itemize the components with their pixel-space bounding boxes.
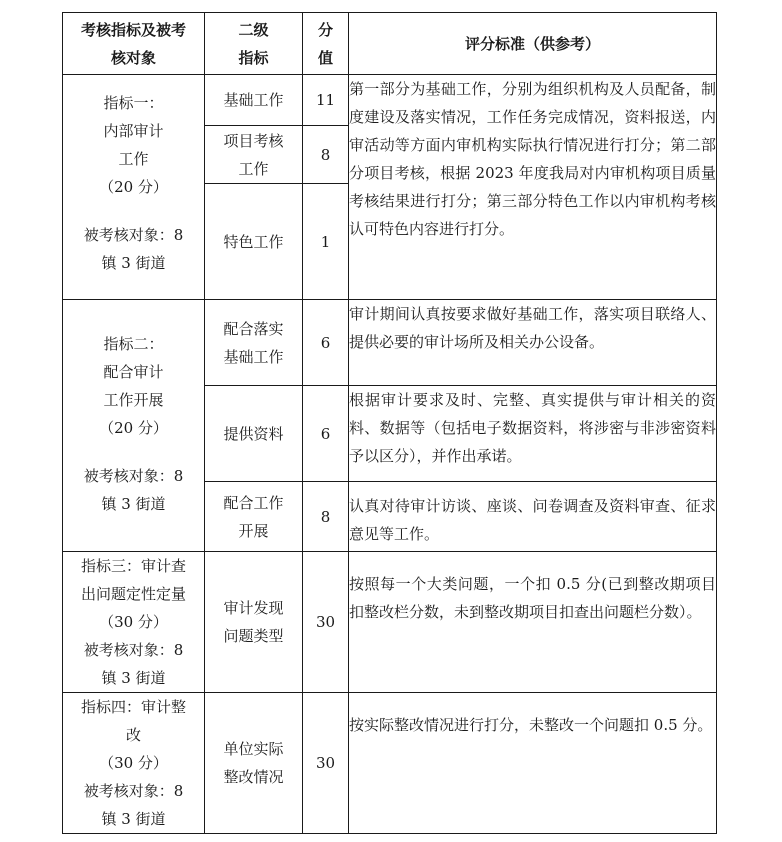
indicator-text: 出问题定性定量 bbox=[80, 585, 186, 603]
indicator-cell-1 bbox=[63, 75, 205, 300]
header-score bbox=[303, 13, 349, 75]
criteria-cell: 根据审计要求及时、完整、真实提供与审计相关的资料、数据等（包括电子数据资料，将涉密与非涉密资料予以区分），并作出承诺。 bbox=[349, 386, 717, 482]
score-cell: 30 bbox=[303, 693, 349, 834]
sub-indicator-text: 开展 bbox=[238, 521, 269, 540]
sub-indicator-cell bbox=[205, 300, 303, 386]
sub-indicator-cell bbox=[205, 693, 303, 834]
header-level2-line2: 指标 bbox=[238, 48, 269, 67]
sub-indicator-cell bbox=[205, 386, 303, 482]
header-criteria-text: 评分标准（供参考） bbox=[464, 34, 600, 53]
sub-indicator-text: 整改情况 bbox=[223, 768, 284, 786]
indicator-text: 指标二： bbox=[103, 335, 164, 353]
sub-indicator-text: 审计发现 bbox=[223, 599, 284, 617]
header-indicator bbox=[63, 13, 205, 75]
target-text: 镇 3 街道 bbox=[101, 495, 166, 513]
criteria-cell: 认真对待审计访谈、座谈、问卷调查及资料审查、征求意见等工作。 bbox=[349, 482, 717, 552]
indicator-text: 工作开展 bbox=[103, 391, 164, 409]
target-text: 被考核对象：8 bbox=[83, 641, 184, 659]
sub-indicator-text: 基础工作 bbox=[223, 347, 284, 366]
criteria-cell: 审计期间认真按要求做好基础工作，落实项目联络人、提供必要的审计场所及相关办公设备。 bbox=[349, 300, 717, 386]
sub-indicator-cell bbox=[205, 75, 303, 126]
header-score-line1: 分 bbox=[317, 20, 333, 39]
score-cell: 8 bbox=[303, 482, 349, 552]
assessment-table bbox=[62, 12, 717, 834]
sub-indicator-cell bbox=[205, 552, 303, 693]
sub-indicator-text: 工作 bbox=[238, 159, 269, 178]
sub-indicator-text: 基础工作 bbox=[223, 91, 284, 109]
target-text: 被考核对象：8 bbox=[83, 782, 184, 800]
sub-indicator-cell bbox=[205, 184, 303, 300]
score-cell: 8 bbox=[303, 126, 349, 184]
target-text: 被考核对象：8 bbox=[83, 226, 184, 244]
table-row bbox=[63, 552, 717, 693]
sub-indicator-text: 特色工作 bbox=[223, 232, 284, 251]
indicator-text: 内部审计 bbox=[103, 122, 164, 140]
score-cell: 6 bbox=[303, 300, 349, 386]
sub-indicator-text: 项目考核 bbox=[223, 131, 284, 150]
sub-indicator-cell bbox=[205, 126, 303, 184]
sub-indicator-text: 单位实际 bbox=[223, 740, 284, 758]
score-cell: 6 bbox=[303, 386, 349, 482]
indicator-text: （20 分） bbox=[99, 178, 168, 196]
header-indicator-line1: 考核指标及被考 bbox=[80, 20, 186, 39]
score-cell: 11 bbox=[303, 75, 349, 126]
table-row bbox=[63, 75, 717, 126]
indicator-text: 改 bbox=[125, 726, 141, 744]
sub-indicator-text: 提供资料 bbox=[223, 424, 284, 443]
table-row bbox=[63, 300, 717, 386]
sub-indicator-text: 配合落实 bbox=[223, 319, 284, 338]
indicator-text: 工作 bbox=[118, 150, 149, 168]
indicator-cell-2 bbox=[63, 300, 205, 552]
sub-indicator-cell bbox=[205, 482, 303, 552]
target-text: 被考核对象：8 bbox=[83, 467, 184, 485]
criteria-cell: 按实际整改情况进行打分，未整改一个问题扣 0.5 分。 bbox=[349, 693, 717, 834]
score-cell: 1 bbox=[303, 184, 349, 300]
target-text: 镇 3 街道 bbox=[101, 669, 166, 687]
target-text: 镇 3 街道 bbox=[101, 810, 166, 828]
header-criteria bbox=[349, 13, 717, 75]
score-cell: 30 bbox=[303, 552, 349, 693]
header-row bbox=[63, 13, 717, 75]
sub-indicator-text: 问题类型 bbox=[223, 627, 284, 645]
table-row bbox=[63, 693, 717, 834]
indicator-cell-4 bbox=[63, 693, 205, 834]
header-indicator-line2: 核对象 bbox=[110, 48, 156, 67]
indicator-text: 配合审计 bbox=[103, 363, 164, 381]
header-score-line2: 值 bbox=[317, 48, 333, 67]
criteria-cell-1: 第一部分为基础工作，分别为组织机构及人员配备，制度建设及落实情况，工作任务完成情况，资料报送，内审活动等方面内审机构实际执行情况进行打分；第二部分项目考核，根据 2023 年度我局对内审机构项目质量考核结果进行打分；第三部分特色工作以内审机构考核认可特色内容进行打分。 bbox=[349, 75, 717, 300]
indicator-text: （20 分） bbox=[99, 419, 168, 437]
sub-indicator-text: 配合工作 bbox=[223, 493, 284, 512]
header-level2 bbox=[205, 13, 303, 75]
header-level2-line1: 二级 bbox=[238, 20, 269, 39]
indicator-text: 指标四：审计整 bbox=[80, 698, 186, 716]
indicator-text: 指标一： bbox=[103, 94, 164, 112]
indicator-text: 指标三：审计查 bbox=[80, 557, 186, 575]
criteria-cell: 按照每一个大类问题，一个扣 0.5 分(已到整改期项目扣整改栏分数，未到整改期项目扣查出问题栏分数）。 bbox=[349, 552, 717, 693]
indicator-text: （30 分） bbox=[99, 754, 168, 772]
indicator-text: （30 分） bbox=[99, 613, 168, 631]
target-text: 镇 3 街道 bbox=[101, 254, 166, 272]
indicator-cell-3 bbox=[63, 552, 205, 693]
